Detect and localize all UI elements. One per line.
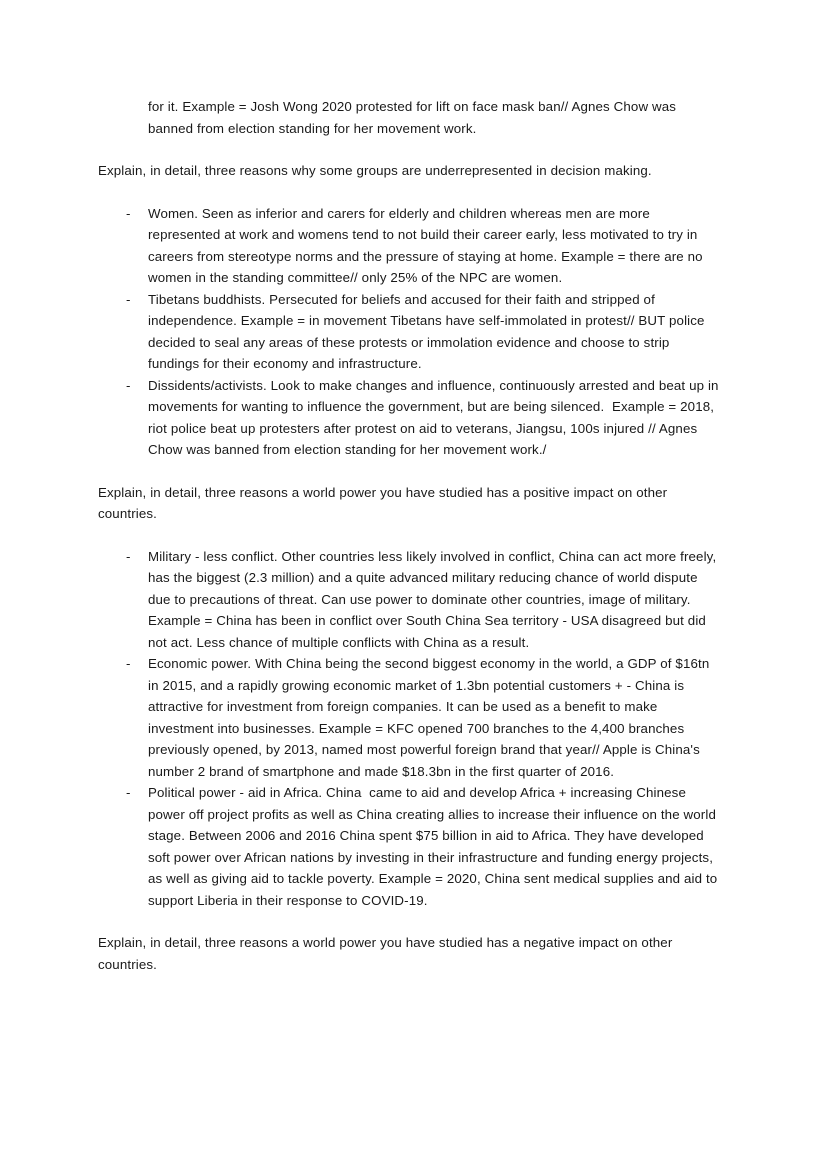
question-heading-negative-impact: Explain, in detail, three reasons a world power you have studied has a negative impact on other countries. — [98, 935, 677, 972]
list-item — [98, 546, 723, 654]
list-bullet-dash-icon: - — [126, 656, 131, 671]
paragraph-spacer — [98, 182, 723, 203]
list-bullet-dash-icon: - — [126, 785, 131, 800]
list-item — [98, 375, 723, 461]
list-item — [98, 289, 723, 375]
paragraph-spacer — [98, 461, 723, 482]
list-bullet-dash-icon: - — [126, 377, 131, 393]
list-item — [98, 653, 723, 782]
question-heading-underrepresented: Explain, in detail, three reasons why some groups are underrepresented in decision making. — [98, 163, 652, 178]
list-bullet-dash-icon: - — [126, 291, 131, 307]
list-item-text: Women. Seen as inferior and carers for elderly and children whereas men are more represented at work and womens tend to not build their career early, less motivated to try in careers from stereotype norms and the pressure of staying at home. Example = there are no women in the standing committee// only 25% of the NPC are women. — [148, 205, 707, 285]
list-item — [98, 782, 723, 911]
list-bullet-dash-icon: - — [126, 548, 131, 564]
list-item-text: Political power - aid in Africa. China came to aid and develop Africa + increasing Chinese power off project profits as well as China creating allies to increase their influence on the world stage. Between 2006 and 2016 China spent $75 billion in aid to Africa. They have developed soft power over African nations by investing in their infrastructure and funding energy projects, as well as giving aid to tackle poverty. Example = 2020, China sent medical supplies and aid to support Liberia in their response to COVID-19. — [148, 785, 722, 908]
continuation-paragraph: for it. Example = Josh Wong 2020 protested for lift on face mask ban// Agnes Chow was banned from election standing for her movement work. — [148, 99, 680, 136]
list-item-text: Dissidents/activists. Look to make changes and influence, continuously arrested and beat up in movements for wanting to influence the government, but are being silenced. Example = 2018, riot police beat up protesters after protest on aid to veterans, Jiangsu, 100s injured // Agnes Chow was banned from election standing for her movement work./ — [148, 377, 723, 457]
list-item — [98, 203, 723, 289]
underrepresented-groups-list — [98, 203, 723, 461]
question-heading-positive-impact: Explain, in detail, three reasons a world power you have studied has a positive impact on other countries. — [98, 484, 672, 521]
list-bullet-dash-icon: - — [126, 205, 131, 221]
document-content — [98, 96, 723, 975]
list-item-text: Tibetans buddhists. Persecuted for beliefs and accused for their faith and stripped of independence. Example = in movement Tibetans have self-immolated in protest// BUT police decided to seal any areas of these protests or immolation evidence and choose to strip fundings for their economy and infrastructure. — [148, 291, 709, 371]
paragraph-spacer — [98, 525, 723, 546]
list-item-text: Military - less conflict. Other countries less likely involved in conflict, China can act more freely, has the biggest (2.3 million) and a quite advanced military reducing chance of world dispute due to precautions of threat. Can use power to dominate other countries, image of military. Example = China has been in conflict over South China Sea territory - USA disagreed but did not act. Less chance of multiple conflicts with China as a result. — [148, 548, 721, 650]
positive-impact-list — [98, 546, 723, 912]
paragraph-spacer — [98, 911, 723, 932]
list-item-text: Economic power. With China being the second biggest economy in the world, a GDP of $16tn in 2015, and a rapidly growing economic market of 1.3bn potential customers + - China is attractive for investment from foreign companies. It can be used as a benefit to make investment into businesses. Example = KFC opened 700 branches to the 4,400 branches previously opened, by 2013, named most powerful foreign brand that year// Apple is China's number 2 brand of smartphone and made $18.3bn in the first quarter of 2016. — [148, 656, 714, 779]
paragraph-spacer — [98, 139, 723, 160]
